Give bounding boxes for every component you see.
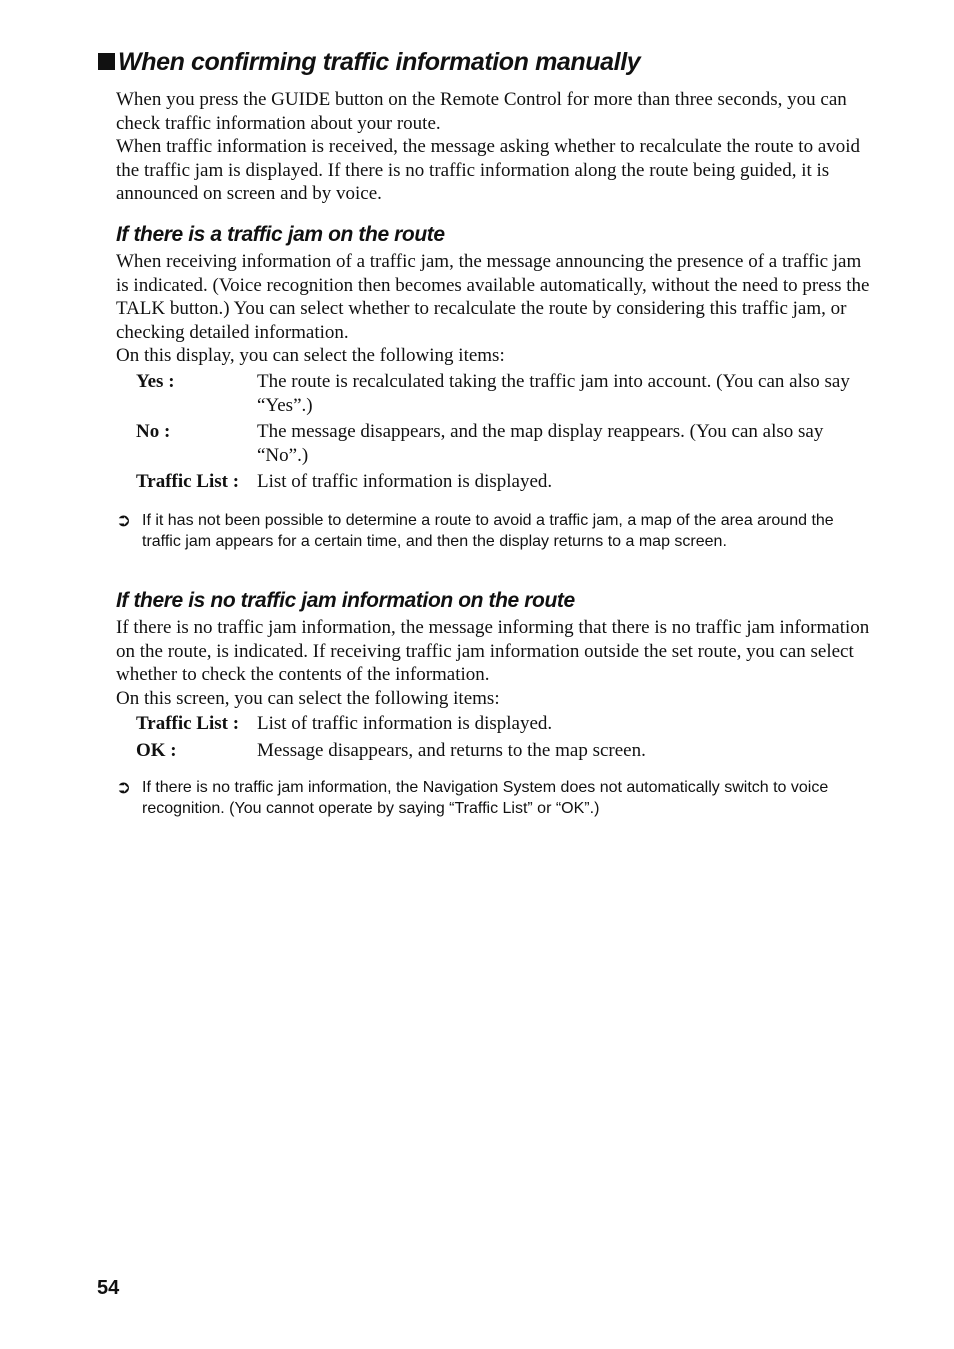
jam-note: [116, 511, 876, 552]
section-title-text: When confirming traffic information manually: [118, 48, 641, 76]
list-item: [136, 370, 876, 417]
jam-paragraph-2: On this display, you can select the following items:: [116, 345, 505, 367]
nojam-text: [116, 616, 876, 710]
item-term: OK :: [136, 739, 177, 761]
list-item: [136, 712, 876, 736]
note-text: If it has not been possible to determine a route to avoid a traffic jam, a map of the area around the traffic jam appears for a certain time, and then the display returns to a map screen.: [142, 512, 834, 550]
section-title: [98, 48, 640, 77]
jam-heading: If there is a traffic jam on the route: [116, 223, 445, 246]
note-text: If there is no traffic jam information, the Navigation System does not automatically switch to voice recognition. (You cannot operate by saying “Traffic List” or “OK”.): [142, 779, 829, 817]
nojam-paragraph-2: On this screen, you can select the following items:: [116, 687, 500, 709]
page-number: 54: [97, 1277, 120, 1299]
square-bullet-icon: [98, 53, 115, 70]
list-item: [136, 739, 876, 763]
item-term: Traffic List :: [136, 471, 240, 493]
nojam-item-list: [136, 712, 876, 765]
jam-paragraph-1: When receiving information of a traffic jam, the message announcing the presence of a traffic jam is indicated. (Voice recognition then becomes available automatically, without the need to press the TALK button.) You can select whether to recalculate the route by considering this traffic jam, or checking detailed information.: [116, 251, 870, 343]
item-description: The message disappears, and the map display reappears. (You can also say “No”.): [257, 421, 824, 466]
nojam-heading: If there is no traffic jam information on the route: [116, 589, 575, 612]
intro-paragraph-1: When you press the GUIDE button on the Remote Control for more than three seconds, you can check traffic information about your route.: [116, 89, 847, 134]
item-term: Traffic List :: [136, 713, 240, 734]
jam-item-list: [136, 370, 876, 497]
item-description: List of traffic information is displayed.: [257, 471, 553, 493]
item-description: List of traffic information is displayed.: [257, 713, 553, 734]
intro-paragraph-2: When traffic information is received, the message asking whether to recalculate the route to avoid the traffic jam is displayed. If there is no traffic information along the route being guided, it is announced on screen and by voice.: [116, 136, 861, 205]
nojam-note: [116, 778, 876, 819]
item-term: No :: [136, 421, 171, 443]
item-description: The route is recalculated taking the traffic jam into account. (You can also say “Yes”.): [257, 371, 850, 416]
list-item: [136, 420, 876, 467]
hook-arrow-icon: ➲: [116, 510, 132, 530]
intro-text: [116, 88, 876, 206]
list-item: [136, 470, 876, 494]
hook-arrow-icon: ➲: [116, 777, 132, 797]
jam-text: [116, 250, 876, 368]
nojam-paragraph-1: If there is no traffic jam information, the message informing that there is no traffic jam information on the route, is indicated. If receiving traffic jam information outside the set route, you can select whether to check the contents of the information.: [116, 617, 870, 686]
item-term: Yes :: [136, 371, 175, 392]
item-description: Message disappears, and returns to the map screen.: [257, 739, 646, 761]
